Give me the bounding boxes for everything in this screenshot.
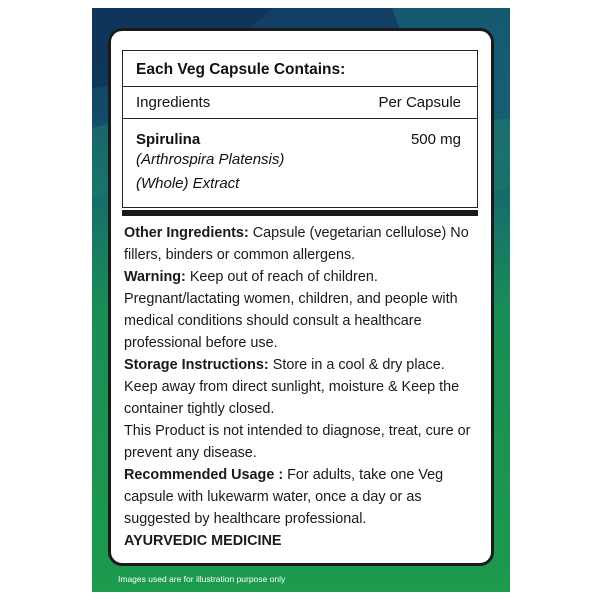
per-capsule-column-header: Per Capsule — [378, 94, 461, 111]
storage-paragraph — [124, 354, 476, 376]
storage-label: Storage Instructions: — [124, 357, 269, 373]
category-label: AYURVEDIC MEDICINE — [124, 533, 282, 549]
ingredient-latin-name: (Arthrospira Platensis) — [136, 151, 285, 168]
ingredient-row — [123, 121, 477, 207]
ingredient-extract: (Whole) Extract — [136, 175, 240, 192]
other-ingredients-label: Other Ingredients: — [124, 225, 249, 241]
usage-label: Recommended Usage : — [124, 467, 284, 483]
facts-heading: Each Veg Capsule Contains: — [123, 51, 477, 87]
warning-text: Keep out of reach of children. Pregnant/lactating women, children, and people with medical conditions should consult a healthcare professional before use. — [124, 269, 458, 351]
storage-more-paragraph: Keep away from direct sunlight, moisture & Keep the container tightly closed. — [124, 379, 460, 417]
warning-paragraph — [124, 266, 476, 354]
supplement-facts-box — [122, 50, 478, 208]
footer-disclaimer: Images used are for illustration purpose only — [118, 574, 286, 584]
section-divider — [122, 210, 478, 216]
storage-text: Store in a cool & dry place. — [268, 357, 445, 373]
other-ingredients-paragraph — [124, 222, 476, 266]
ingredient-amount: 500 mg — [410, 131, 461, 148]
ingredients-column-header: Ingredients — [136, 94, 211, 111]
facts-columns — [123, 89, 477, 119]
warning-label: Warning: — [124, 269, 186, 285]
info-text-block — [124, 222, 476, 552]
other-ingredients-text: Capsule (vegetarian cellulose) No fillers, binders or common allergens. — [124, 225, 469, 263]
ingredient-name: Spirulina — [136, 131, 201, 148]
usage-text: For adults, take one Veg capsule with lukewarm water, once a day or as suggested by healthcare professional. — [124, 467, 444, 527]
usage-paragraph — [124, 464, 476, 530]
disclaimer-paragraph: This Product is not intended to diagnose, treat, cure or prevent any disease. — [124, 423, 471, 461]
